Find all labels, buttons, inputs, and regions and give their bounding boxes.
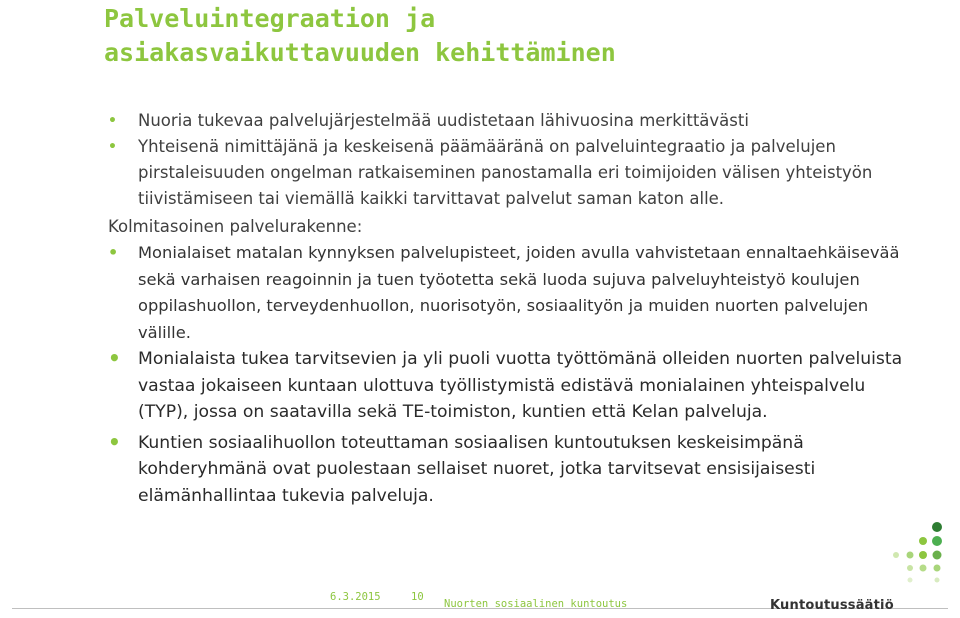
slide-title [104,2,944,70]
bullet-text: Nuoria tukevaa palvelujärjestelmää uudistetaan lähivuosina merkittävästi [138,111,749,130]
bullet-text: Monialaista tukea tarvitsevien ja yli puoli vuotta työttömänä olleiden nuorten palveluista vastaa jokaiseen kuntaan ulottuva työllistymistä edistävä monialainen yhteispalvelu (TYP), jossa on saatavilla sekä TE-toimiston, kuntien että Kelan palveluja. [138,349,903,422]
bullet-item [108,430,918,510]
bullet-text: Yhteisenä nimittäjänä ja keskeisenä päämääränä on palveluintegraatio ja palvelujen pirstaleisuuden ongelman ratkaiseminen panostamalla eri toimijoiden välisen yhteistyön tiivistämiseen tai viemällä kaikki tarvittavat palvelut saman katon alle. [138,137,873,208]
footer-date: 6.3.2015 [330,591,381,603]
bullet-item [108,346,918,426]
bullet-icon: • [108,113,117,129]
bullet-text: Monialaiset matalan kynnyksen palvelupisteet, joiden avulla vahvistetaan ennaltaehkäisevää sekä varhaisen reagoinnin ja tuen työotetta sekä luoda sujuva palveluyhteistyö koulujen oppilashuollon, terveydenhuollon, nuorisotyön, sosiaalityön ja muiden nuorten palvelujen välille. [138,243,900,342]
dot-grid-logo-icon [890,515,950,585]
bullet-item [108,240,918,346]
bullet-item [108,134,918,212]
footer-page-number: 10 [411,591,424,603]
bullet-item [108,108,918,134]
logo-text: Kuntoutussäätiö [770,598,894,613]
bullet-icon: • [108,346,121,370]
bullet-icon: • [108,429,121,454]
slide-content [108,108,918,509]
bullet-icon: • [108,139,117,155]
footer-text: Nuorten sosiaalinen kuntoutus [444,598,628,610]
slide-title-line-1: Palveluintegraation ja [104,4,436,33]
bullet-text: Kuntien sosiaalihuollon toteuttaman sosiaalisen kuntoutuksen keskeisimpänä kohderyhmänä ovat puolestaan sellaiset nuoret, jotka tarvitsevat ensisijaisesti elämänhallintaa tukevia palveluja. [138,432,816,506]
bullet-icon: • [108,243,119,262]
subheading: Kolmitasoinen palvelurakenne: [108,217,363,236]
slide-title-line-2: asiakasvaikuttavuuden kehittäminen [104,38,616,67]
